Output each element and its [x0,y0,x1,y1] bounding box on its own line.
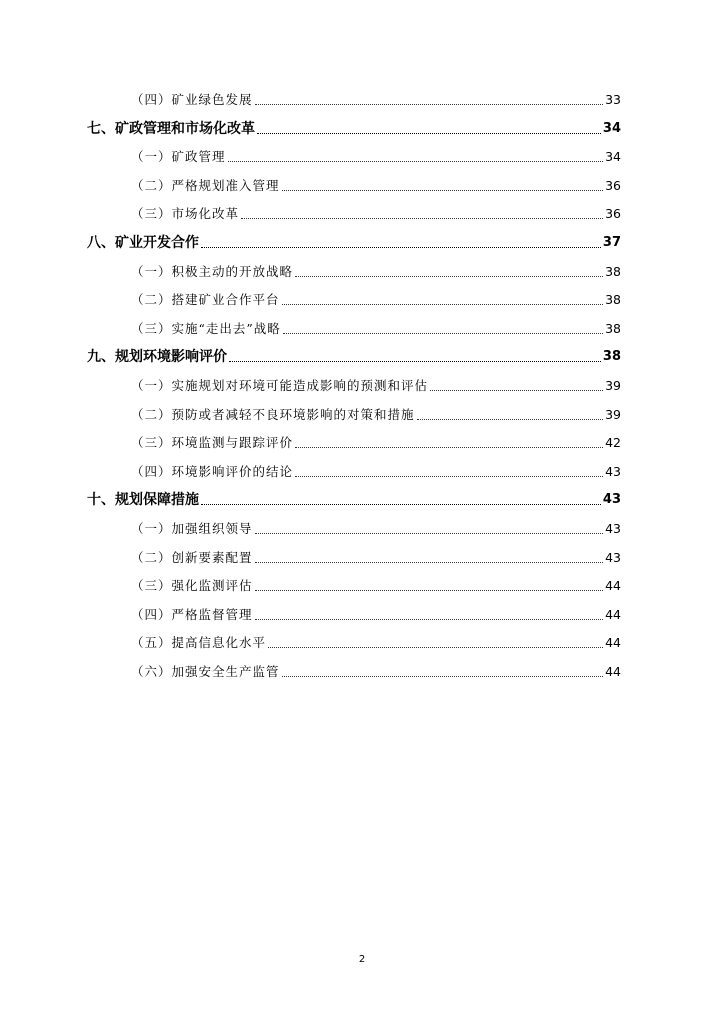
toc-entry-title: （四）矿业绿色发展 [131,92,253,107]
toc-dot-leader [268,646,603,648]
toc-entry-title: （六）加强安全生产监管 [131,664,280,679]
toc-chapter-entry[interactable] [87,231,621,253]
toc-entry-page-number: 36 [605,177,621,193]
toc-entry-page-number: 38 [602,349,621,365]
toc-dot-leader [283,332,603,334]
toc-entry-page-number: 38 [605,263,621,279]
toc-dot-leader [201,503,601,505]
toc-entry-page-number: 34 [605,149,621,165]
toc-entry-title: （三）实施“走出去”战略 [131,320,281,336]
toc-entry-title: （二）搭建矿业合作平台 [131,292,280,308]
toc-entry-page-number: 42 [605,435,621,451]
toc-entry-page-number: 37 [602,235,621,250]
toc-entry-title: （一）积极主动的开放战略 [131,263,294,279]
toc-dot-leader [430,389,603,391]
toc-entry-page-number: 43 [605,521,621,536]
toc-entry-title: （二）严格规划准入管理 [131,177,280,193]
toc-chapter-entry[interactable] [87,488,621,510]
toc-entry-title: （二）预防或者减轻不良环境影响的对策和措施 [131,406,415,422]
toc-section-entry[interactable] [131,260,621,282]
toc-section-entry[interactable] [131,631,621,653]
toc-entry-title: （一）加强组织领导 [131,521,253,536]
toc-entry-title: （三）强化监测评估 [131,578,253,594]
page-number: 2 [358,954,366,965]
toc-entry-page-number: 39 [605,406,621,422]
toc-entry-page-number: 33 [605,92,621,107]
toc-entry-page-number: 43 [605,549,621,565]
toc-dot-leader [282,303,604,305]
toc-dot-leader [241,217,603,219]
toc-dot-leader [255,561,604,563]
toc-section-entry[interactable] [131,317,621,339]
toc-section-entry[interactable] [131,403,621,425]
toc-section-entry[interactable] [131,202,621,224]
toc-entry-page-number: 43 [605,463,621,479]
toc-entry-title: 九、规划环境影响评价 [87,349,227,366]
toc-dot-leader [417,418,604,420]
toc-section-entry[interactable] [131,174,621,196]
toc-section-entry[interactable] [131,374,621,396]
toc-dot-leader [255,532,604,534]
toc-dot-leader [295,475,603,477]
toc-dot-leader [255,618,604,620]
toc-section-entry[interactable] [131,288,621,310]
toc-section-entry[interactable] [131,574,621,596]
toc-dot-leader [257,132,601,134]
toc-entry-page-number: 36 [605,206,621,222]
toc-entry-title: （四）环境影响评价的结论 [131,463,294,479]
toc-entry-title: （四）严格监督管理 [131,606,253,622]
toc-dot-leader [295,275,603,277]
toc-entry-title: （三）市场化改革 [131,206,240,222]
toc-entry-page-number: 39 [605,378,621,393]
toc-dot-leader [228,160,604,162]
toc-entry-title: 十、规划保障措施 [87,492,199,509]
toc-entry-title: 八、矿业开发合作 [87,235,199,251]
toc-dot-leader [201,246,601,248]
toc-entry-title: （五）提高信息化水平 [131,635,267,651]
toc-section-entry[interactable] [131,517,621,539]
toc-chapter-entry[interactable] [87,117,621,139]
toc-dot-leader [282,189,604,191]
toc-entry-page-number: 43 [602,492,621,508]
toc-entry-page-number: 44 [605,606,621,622]
toc-section-entry[interactable] [131,603,621,625]
toc-entry-page-number: 44 [605,664,621,679]
toc-entry-page-number: 44 [605,578,621,594]
toc-section-entry[interactable] [131,431,621,453]
toc-chapter-entry[interactable] [87,345,621,367]
toc-entry-page-number: 38 [605,320,621,336]
toc-dot-leader [282,675,604,677]
toc-dot-leader [255,103,604,105]
toc-entry-title: （一）矿政管理 [131,149,226,165]
toc-section-entry[interactable] [131,546,621,568]
toc-dot-leader [229,360,601,362]
toc-section-entry[interactable] [131,660,621,682]
toc-entry-title: （一）实施规划对环境可能造成影响的预测和评估 [131,378,429,393]
toc-entry-page-number: 38 [605,292,621,308]
toc-entry-page-number: 44 [605,635,621,651]
toc-entry-title: （三）环境监测与跟踪评价 [131,435,294,451]
toc-entry-title: （二）创新要素配置 [131,549,253,565]
toc-section-entry[interactable] [131,88,621,110]
toc-entry-page-number: 34 [602,120,621,136]
toc-entry-title: 七、矿政管理和市场化改革 [87,120,255,137]
toc-section-entry[interactable] [131,145,621,167]
toc-dot-leader [295,446,603,448]
toc-dot-leader [255,589,604,591]
toc-section-entry[interactable] [131,460,621,482]
